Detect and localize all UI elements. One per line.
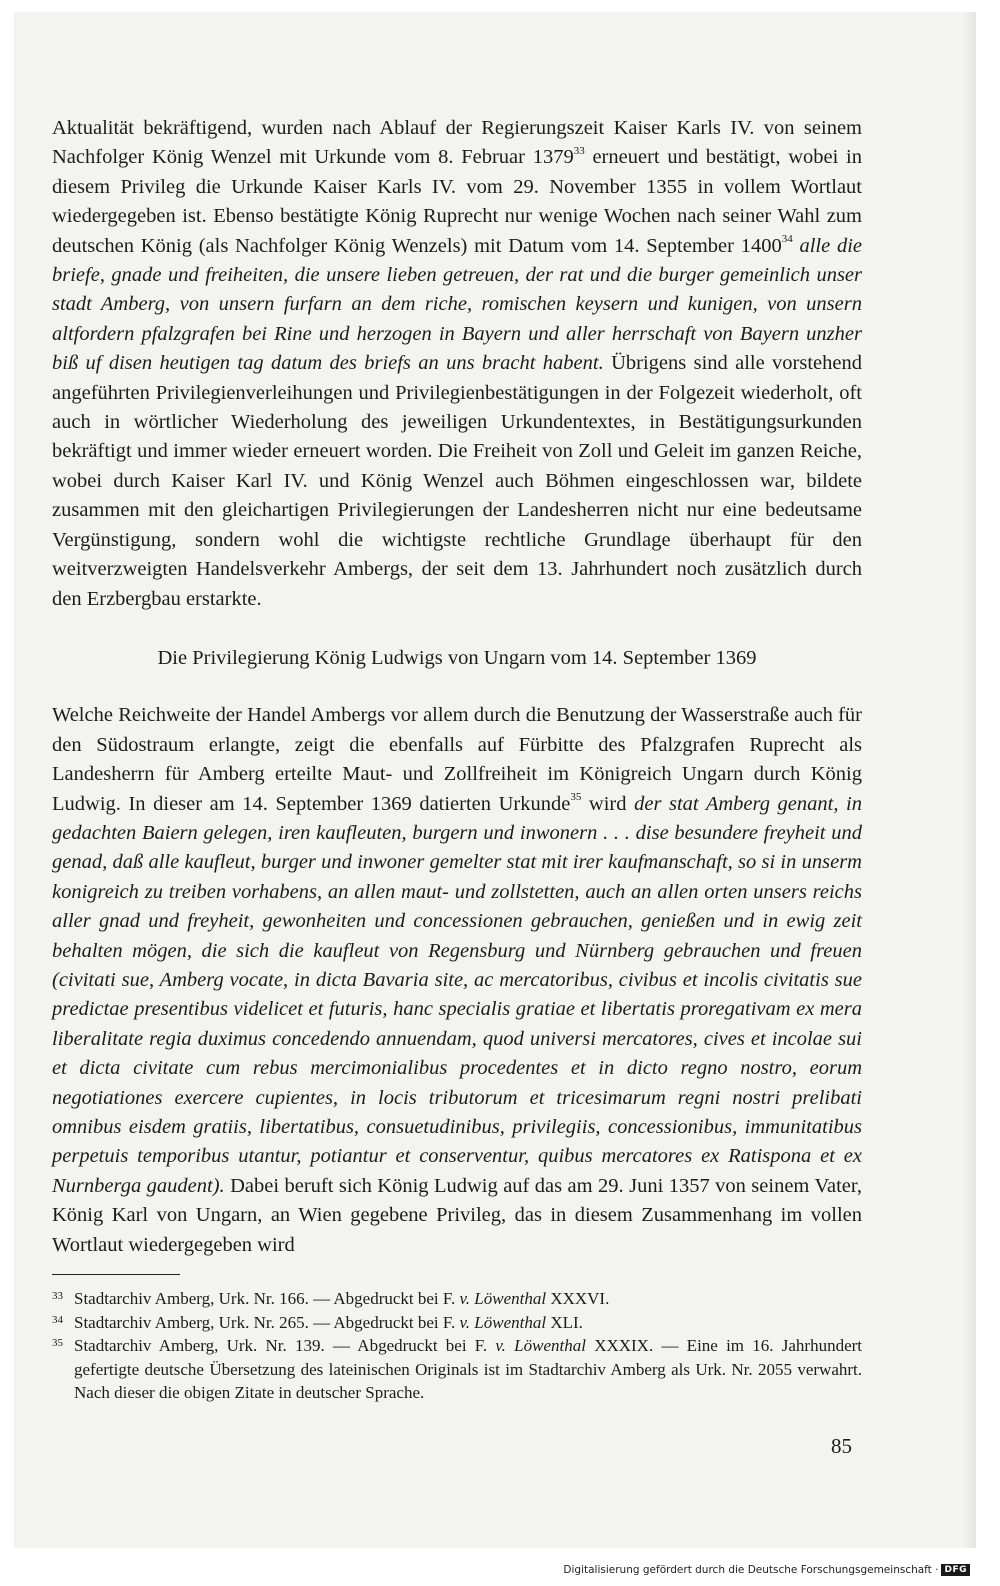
credit-text: Digitalisierung gefördert durch die Deutsche Forschungsgemeinschaft ·	[563, 1564, 939, 1576]
footnote-ref-33[interactable]: 33	[573, 144, 585, 157]
text-run: Welche Reichweite der Handel Ambergs vor allem durch die Benutzung der Wasserstraße auch für den Südostraum erlangte, zeigt die ebenfalls auf Fürbitte des Pfalzgrafen Ruprecht als Landesherrn für Amberg erteilte Maut- und Zollfreiheit im Königreich Ungarn durch König Ludwig. In dieser am 14. September 1369 datierten Urkunde	[52, 704, 862, 815]
page-number: 85	[831, 1434, 852, 1458]
page-content	[52, 114, 862, 1405]
text-run: erneuert und bestätigt, wobei in diesem Privileg die Urkunde Kaiser Karls IV. vom 29. November 1355 in vollem Wortlaut wiedergegeben ist. Ebenso bestätigte König Ruprecht nur wenige Wochen nach seiner Wahl zum deutschen König (als Nachfolger König Wenzels) mit Datum vom 14. September 1400	[52, 146, 862, 257]
text-run: wird	[581, 792, 635, 815]
text-run: Dabei beruft sich König Ludwig auf das am 29. Juni 1357 von seinem Vater, König Karl von Ungarn, an Wien gegebene Privileg, das in diesem Zusammenhang im vollen Wortlaut wiedergegeben wird	[52, 1174, 862, 1256]
footnote-number: 34	[52, 1313, 63, 1326]
footnote-text: Stadtarchiv Amberg, Urk. Nr. 166. — Abgedruckt bei F. v. Löwenthal XXXVI.	[74, 1289, 610, 1309]
footnote-34	[52, 1311, 862, 1335]
digitization-credit	[563, 1564, 970, 1576]
footnote-number: 33	[52, 1290, 63, 1303]
quote-ludwig: der stat Amberg genant, in gedachten Baiern gelegen, iren kaufleuten, burgern und inwonern . . . dise besundere freyheit und genad, daß alle kaufleut, burger und inwoner gemelter stat mit irer kaufmanschaft, so si in unserm konigreich zu treiben vorhabens, an allen maut- und zollstetten, auch an allen orten unsers reichs aller gnad und freyheit, gewonheiten und concessionen gebrauchen, genießen und in ewig zeit behalten mögen, die sich die kaufleut von Regensburg und Nürnberg gebrauchen und freuen (civitati sue, Amberg vocate, in dicta Bavaria site, ac mercatoribus, civibus et incolis civitatis sue predictae presentibus videlicet et futuris, hanc specialis gratiae et libertatis proregativam ex mera liberalitate regia duximus concedendo annuendam, quod universi mercatores, cives et incolae sui et dicta civitate cum rebus mercimonialibus procedentes et in dicto regno nostro, eorum negotiationes exercere cupientes, in locis tributorum et tricesimarum regni nostri prelibati omnibus eisdem gratiis, libertatibus, consuetudinibus, privilegiis, concessionibus, immunitatibus perpetuis temporibus utantur, potiantur et conserventur, quibus mercatores ex Ratispona et ex Nurnberga gaudent).	[52, 792, 862, 1197]
text-run: Übrigens sind alle vorstehend angeführten Privilegienverleihungen und Privilegienbestätigungen in der Folgezeit wiederholt, oft auch in wörtlicher Wiederholung des jeweiligen Urkundentextes, in Bestätigungsurkunden bekräftigt und immer wieder erneuert worden. Die Freiheit von Zoll und Geleit im ganzen Reiche, wobei durch Kaiser Karl IV. und König Wenzel auch Böhmen eingeschlossen war, bildete zusammen mit den gleichartigen Privilegierungen der Landesherren nicht nur eine bedeutsame Vergünstigung, sondern wohl die wichtigste rechtliche Grundlage überhaupt für den weitverzweigten Handelsverkehr Ambergs, der seit dem 13. Jahrhundert noch zusätzlich durch den Erzbergbau erstarkte.	[52, 352, 862, 610]
footnote-divider	[52, 1274, 180, 1275]
footnote-ref-34[interactable]: 34	[781, 232, 793, 245]
footnote-text: Stadtarchiv Amberg, Urk. Nr. 265. — Abgedruckt bei F. v. Löwenthal XLI.	[74, 1312, 583, 1332]
paragraph-1	[52, 114, 862, 614]
footnote-33	[52, 1287, 862, 1311]
section-heading: Die Privilegierung König Ludwigs von Ungarn vom 14. September 1369	[157, 646, 757, 669]
footnote-number: 35	[52, 1337, 63, 1350]
dfg-logo-icon: DFG	[941, 1564, 970, 1576]
text-run: Aktualität bekräftigend, wurden nach Ablauf der Regierungszeit Kaiser Karls IV. von seinem Nachfolger König Wenzel mit Urkunde vom 8. Februar 1379	[52, 117, 862, 169]
footnote-35	[52, 1334, 862, 1405]
footnotes	[52, 1287, 862, 1405]
footnote-ref-35[interactable]: 35	[570, 790, 582, 803]
quote-ruprecht: alle die briefe, gnade und freiheiten, die unsere lieben getreuen, der rat und die burger gemeinlich unser stadt Amberg, von unsern furfarn an dem riche, romischen keysern und kunigen, von unsern altfordern pfalzgrafen bei Rine und herzogen in Bayern und aller herrschaft von Bayern unzher biß uf disen heutigen tag datum des briefs an uns bracht habent.	[52, 234, 862, 375]
paragraph-2	[52, 701, 862, 1260]
footnote-text: Stadtarchiv Amberg, Urk. Nr. 139. — Abgedruckt bei F. v. Löwenthal XXXIX. — Eine im 16. Jahrhundert gefertigte deutsche Übersetzung des lateinischen Originals ist im Stadtarchiv Amberg als Urk. Nr. 2055 verwahrt. Nach dieser die obigen Zitate in deutscher Sprache.	[74, 1336, 862, 1403]
